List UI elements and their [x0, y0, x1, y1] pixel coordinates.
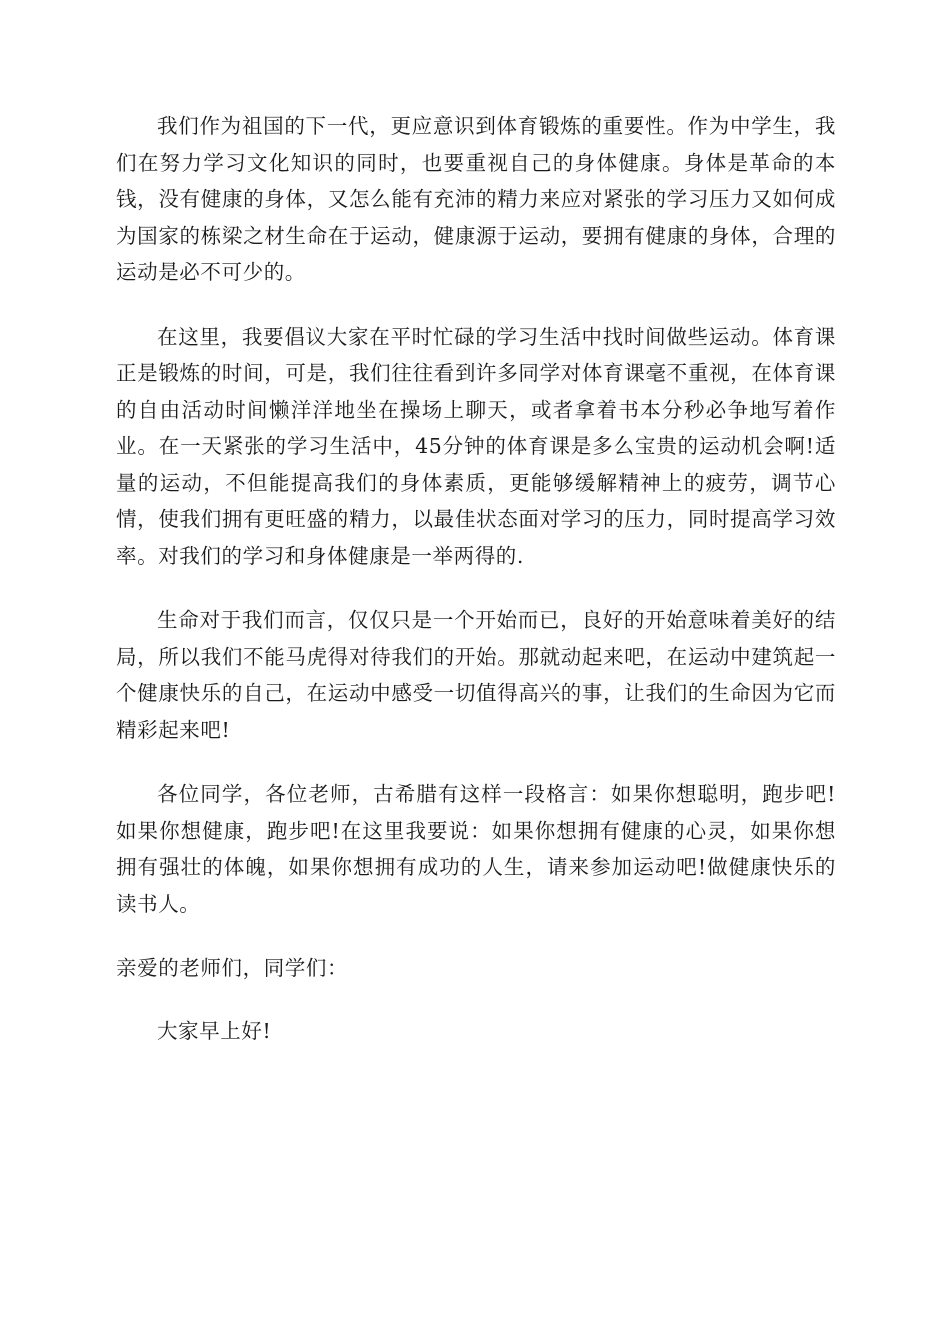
salutation: 亲爱的老师们，同学们：	[116, 956, 349, 980]
paragraph-sports-importance: 我们作为祖国的下一代，更应意识到体育锻炼的重要性。作为中学生，我们在努力学习文化知识的同时，也要重视自己的身体健康。身体是革命的本钱，没有健康的身体，又怎么能有充沛的精力来应对紧张的学习压力又如何成为国家的栋梁之材生命在于运动，健康源于运动，要拥有健康的身体，合理的运动是必不可少的。	[116, 114, 836, 284]
paragraph-life-beginning: 生命对于我们而言，仅仅只是一个开始而已，良好的开始意味着美好的结局，所以我们不能马虎得对待我们的开始。那就动起来吧，在运动中建筑起一个健康快乐的自己，在运动中感受一切值得高兴的事，让我们的生命因为它而精彩起来吧!	[116, 608, 836, 742]
document-page	[116, 108, 836, 1075]
paragraph-pe-class: 在这里，我要倡议大家在平时忙碌的学习生活中找时间做些运动。体育课正是锻炼的时间，可是，我们往往看到许多同学对体育课毫不重视，在体育课的自由活动时间懒洋洋地坐在操场上聊天，或者拿着书本分秒必争地写着作业。在一天紧张的学习生活中，45分钟的体育课是多么宝贵的运动机会啊!适量的运动，不但能提高我们的身体素质，更能够缓解精神上的疲劳，调节心情，使我们拥有更旺盛的精力，以最佳状态面对学习的压力，同时提高学习效率。对我们的学习和身体健康是一举两得的.	[116, 324, 836, 568]
paragraph-greek-motto: 各位同学，各位老师，古希腊有这样一段格言：如果你想聪明，跑步吧!如果你想健康，跑步吧!在这里我要说：如果你想拥有健康的心灵，如果你想拥有强壮的体魄，如果你想拥有成功的人生，请来参加运动吧!做健康快乐的读书人。	[116, 782, 836, 916]
greeting: 大家早上好!	[157, 1018, 272, 1043]
